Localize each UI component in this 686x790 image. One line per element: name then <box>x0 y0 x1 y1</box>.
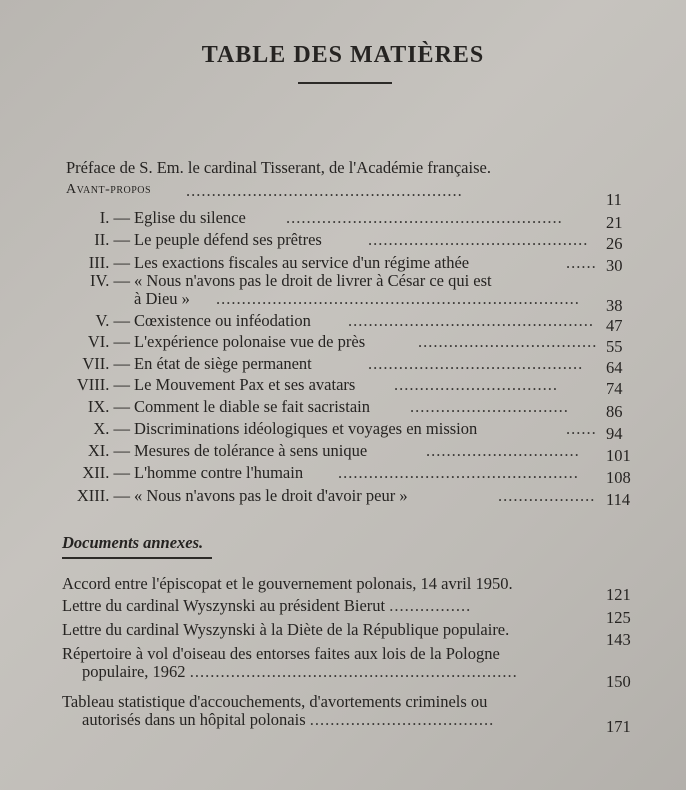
chapter-number: XI. — <box>87 441 130 460</box>
toc-entry-continuation <box>66 289 606 311</box>
toc-page-number: 94 <box>606 424 623 443</box>
annex-title-continued: populaire, 1962 <box>82 662 186 681</box>
toc-page-number: 171 <box>606 717 631 736</box>
toc-page-number: 74 <box>606 379 623 398</box>
annex-title: Lettre du cardinal Wyszynski au président Bierut <box>62 596 386 615</box>
toc-entry <box>66 354 606 376</box>
dot-leader: ................ <box>389 596 472 615</box>
chapter-title: Le Mouvement Pax et ses avatars <box>134 375 356 394</box>
toc-page-number: 55 <box>606 337 623 356</box>
toc-page-number: 26 <box>606 234 623 253</box>
chapter-number: IX. — <box>87 397 130 416</box>
toc-entry <box>66 486 606 508</box>
chapter-title-continued: à Dieu » <box>134 289 190 308</box>
chapter-title: « Nous n'avons pas le droit de livrer à César ce qui est <box>134 271 492 290</box>
annex-entry: Lettre du cardinal Wyszynski à la Diète de la République populaire. <box>62 620 510 639</box>
toc-page-number: 47 <box>606 316 623 335</box>
annex-entry-continuation <box>82 710 494 730</box>
chapter-title: L'homme contre l'humain <box>134 463 304 482</box>
dot-leader: ...................................................... <box>186 181 463 200</box>
toc-page-number: 101 <box>606 446 631 465</box>
dot-leader: ................................... <box>418 332 598 351</box>
chapter-number: X. — <box>93 419 130 438</box>
section-heading-annexes: Documents annexes. <box>62 533 204 552</box>
annex-entry: Tableau statistique d'accouchements, d'avortements criminels ou <box>62 692 488 711</box>
toc-entry <box>66 311 606 333</box>
chapter-number: VI. — <box>87 332 130 351</box>
toc-page-number: 114 <box>606 490 631 509</box>
toc-entry <box>66 230 606 252</box>
toc-entry <box>66 332 606 354</box>
toc-page-number: 125 <box>606 608 631 627</box>
toc-entry <box>66 441 606 463</box>
dot-leader: ............................... <box>410 397 569 416</box>
dot-leader: ...... <box>566 253 597 272</box>
toc-page-number: 108 <box>606 468 631 487</box>
toc-page-number: 86 <box>606 402 623 421</box>
preface-entry: Préface de S. Em. le cardinal Tisserant, de l'Académie française. <box>66 158 491 177</box>
annex-entry: Accord entre l'épiscopat et le gouvernement polonais, 14 avril 1950. <box>62 574 513 593</box>
chapter-number: IV. — <box>89 271 130 290</box>
page-title: TABLE DES MATIÈRES <box>201 42 485 68</box>
chapter-title: Les exactions fiscales au service d'un régime athée <box>134 253 470 272</box>
toc-page-number: 64 <box>606 358 623 377</box>
annex-title-continued: autorisés dans un hôpital polonais <box>82 710 306 729</box>
annex-entry: Répertoire à vol d'oiseau des entorses faites aux lois de la Pologne <box>62 644 500 663</box>
chapter-number: VIII. — <box>76 375 130 394</box>
dot-leader: ............................................... <box>338 463 579 482</box>
chapter-number: VII. — <box>82 354 130 373</box>
toc-page-number: 30 <box>606 256 623 275</box>
chapter-title: Le peuple défend ses prêtres <box>134 230 322 249</box>
section-underline <box>62 557 212 559</box>
annex-entry-continuation <box>82 662 518 682</box>
toc-entry <box>66 375 606 397</box>
toc-entry <box>66 463 606 485</box>
toc-entry <box>66 208 606 230</box>
toc-entry-avant-propos <box>66 181 606 203</box>
chapter-number: XII. — <box>82 463 130 482</box>
chapter-number: V. — <box>95 311 130 330</box>
chapter-title: Comment le diable se fait sacristain <box>134 397 370 416</box>
toc-page-number: 38 <box>606 296 623 315</box>
dot-leader: ...................................................... <box>286 208 563 227</box>
toc-page-number: 21 <box>606 213 623 232</box>
dot-leader: .......................................... <box>368 354 584 373</box>
toc-page-number: 150 <box>606 672 631 691</box>
toc-entry <box>66 419 606 441</box>
chapter-title: Eglise du silence <box>134 208 246 227</box>
chapter-number: III. — <box>88 253 130 272</box>
chapter-title: Cœxistence ou inféodation <box>134 311 311 330</box>
chapter-title: Discriminations idéologiques et voyages en mission <box>134 419 478 438</box>
chapter-title: Mesures de tolérance à sens unique <box>134 441 368 460</box>
toc-page-number: 11 <box>606 190 622 209</box>
chapter-number: II. — <box>94 230 130 249</box>
chapter-title: En état de siège permanent <box>134 354 312 373</box>
toc-page-number: 121 <box>606 585 631 604</box>
toc-page-number: 143 <box>606 630 631 649</box>
dot-leader: ........................................... <box>368 230 589 249</box>
chapter-title: « Nous n'avons pas le droit d'avoir peur » <box>134 486 408 505</box>
dot-leader: ................................................................ <box>189 662 518 681</box>
dot-leader: ...... <box>566 419 597 438</box>
dot-leader: .............................. <box>426 441 580 460</box>
dot-leader: ................................................ <box>348 311 594 330</box>
annex-entry <box>62 596 471 616</box>
dot-leader: .................................... <box>309 710 495 729</box>
dot-leader: ................................ <box>394 375 558 394</box>
dot-leader: ................... <box>498 486 596 505</box>
toc-entry <box>66 397 606 419</box>
chapter-number: XIII. — <box>76 486 130 505</box>
toc-entry-label: Avant-propos <box>66 182 152 197</box>
chapter-title: L'expérience polonaise vue de près <box>134 332 366 351</box>
chapter-number: I. — <box>99 208 130 227</box>
dot-leader: ....................................................................... <box>216 289 580 308</box>
title-underline <box>298 82 392 84</box>
